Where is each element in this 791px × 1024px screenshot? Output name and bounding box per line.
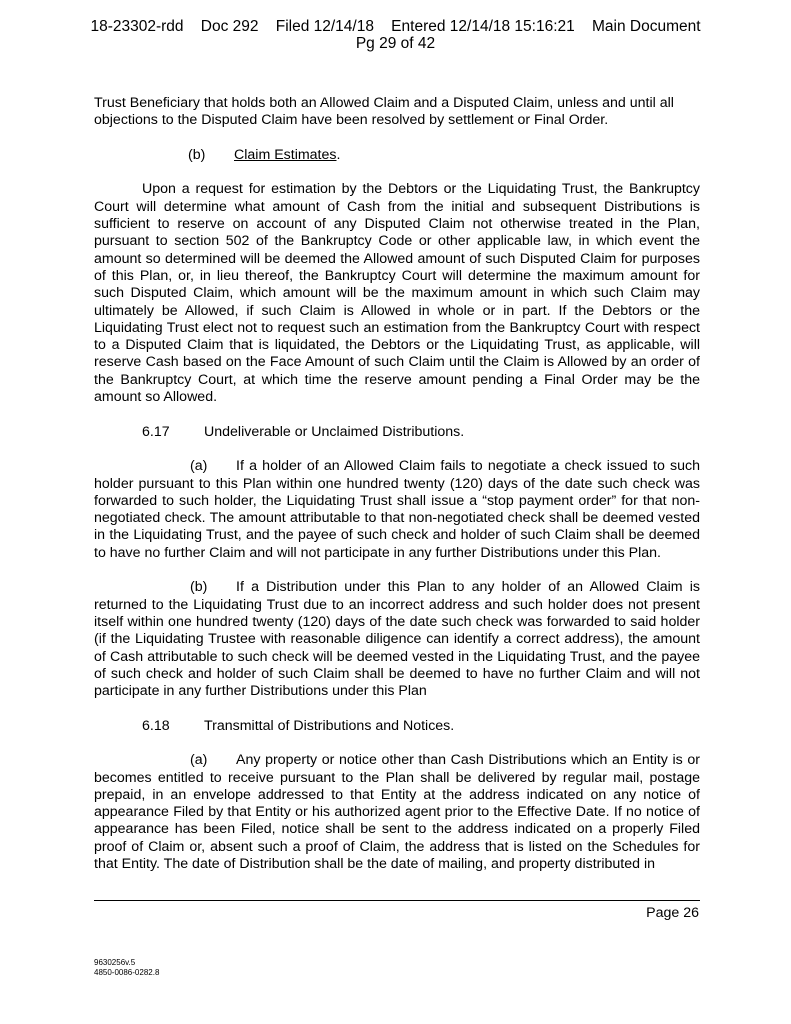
footer-doc-code: 4850-0086-0282.8	[94, 968, 160, 977]
footer-doc-id: 9630256v.5	[94, 958, 136, 967]
section-heading-claim-estimates	[94, 147, 700, 164]
section-heading-6-18	[94, 718, 700, 735]
document-body	[94, 95, 700, 891]
paragraph-6-17-a	[94, 458, 700, 562]
paragraph-continuation: Trust Beneficiary that holds both an Allowed Claim and a Disputed Claim, unless and until all objections to the Disputed Claim have been resolved by settlement or Final Order.	[94, 95, 674, 129]
section-number: 6.17	[142, 423, 170, 440]
paragraph-6-18-a	[94, 752, 700, 873]
section-label: (b)	[188, 146, 206, 163]
section-number: 6.18	[142, 717, 170, 734]
section-heading-6-17	[94, 424, 700, 441]
filing-header-line2: Pg 29 of 42	[355, 35, 436, 52]
subsection-text: Any property or notice other than Cash Distributions which an Entity is or becomes entitled to receive pursuant to the Plan shall be delivered by regular mail, postage prepaid, in an envelope addressed to that Entity at the address indicated on any notice of appearance Filed by that Entity or his authorized agent prior to the Effective Date. If no notice of appearance has been Filed, notice shall be sent to the address indicated on a properly Filed proof of Claim or, absent such a proof of Claim, the address that is listed on the Schedules for that Entity. The date of Distribution shall be the date of mailing, and property distributed in	[94, 752, 700, 873]
filing-header-line1: 18-23302-rdd Doc 292 Filed 12/14/18 Entered 12/14/18 15:16:21 Main Document	[90, 18, 701, 35]
filing-header	[0, 18, 791, 52]
section-title: Claim Estimates	[234, 146, 337, 163]
document-footer	[94, 958, 159, 978]
paragraph-claim-estimates: Upon a request for estimation by the Debtors or the Liquidating Trust, the Bankruptcy Court will determine what amount of Cash from the initial and subsequent Distributions is sufficient to reserve on account of any Disputed Claim not otherwise treated in the Plan, pursuant to section 502 of the Bankruptcy Code or other applicable law, in which event the amount so determined will be deemed the Allowed amount of such Disputed Claim for purposes of this Plan, or, in lieu thereof, the Bankruptcy Court will determine the maximum amount for such Disputed Claim, which amount will be the maximum amount in which such Claim may ultimately be Allowed, if such Claim is Allowed in whole or in part. If the Debtors or the Liquidating Trust elect not to request such an estimation from the Bankruptcy Court with respect to a Disputed Claim that is liquidated, the Debtors or the Liquidating Trust, as applicable, will reserve Cash based on the Face Amount of such Claim until the Claim is Allowed by an order of the Bankruptcy Court, at which time the reserve amount pending a Final Order may be the amount so Allowed.	[94, 181, 700, 406]
paragraph-6-17-b	[94, 579, 700, 700]
subsection-text: If a holder of an Allowed Claim fails to negotiate a check issued to such holder pursuant to this Plan within one hundred twenty (120) days of the date such check was forwarded to such holder, the Liquidating Trust shall issue a “stop payment order” for that non-negotiated check. The amount attributable to that non-negotiated check shall be deemed vested in the Liquidating Trust, and the payee of such check and holder of such Claim shall be deemed to have no further Claim and will not participate in any further Distributions under this Plan.	[94, 458, 700, 561]
footer-divider	[94, 900, 700, 901]
subsection-text: If a Distribution under this Plan to any holder of an Allowed Claim is returned to the Liquidating Trust due to an incorrect address and such holder does not present itself within one hundred twenty (120) days of the date such check was forwarded to said holder (if the Liquidating Trustee with reasonable diligence can identify a correct address), the amount of Cash attributable to such check will be deemed vested in the Liquidating Trust, and the payee of such check and holder of such Claim shall be deemed to have no further Claim and will not participate in any further Distributions under this Plan	[94, 579, 700, 700]
subsection-label: (a)	[190, 752, 208, 769]
subsection-label: (b)	[190, 579, 208, 596]
page-number: Page 26	[646, 905, 699, 921]
section-title: Transmittal of Distributions and Notices.	[204, 717, 455, 734]
section-title: Undeliverable or Unclaimed Distributions.	[204, 423, 465, 440]
subsection-label: (a)	[190, 458, 208, 475]
section-title-period: .	[336, 146, 341, 163]
